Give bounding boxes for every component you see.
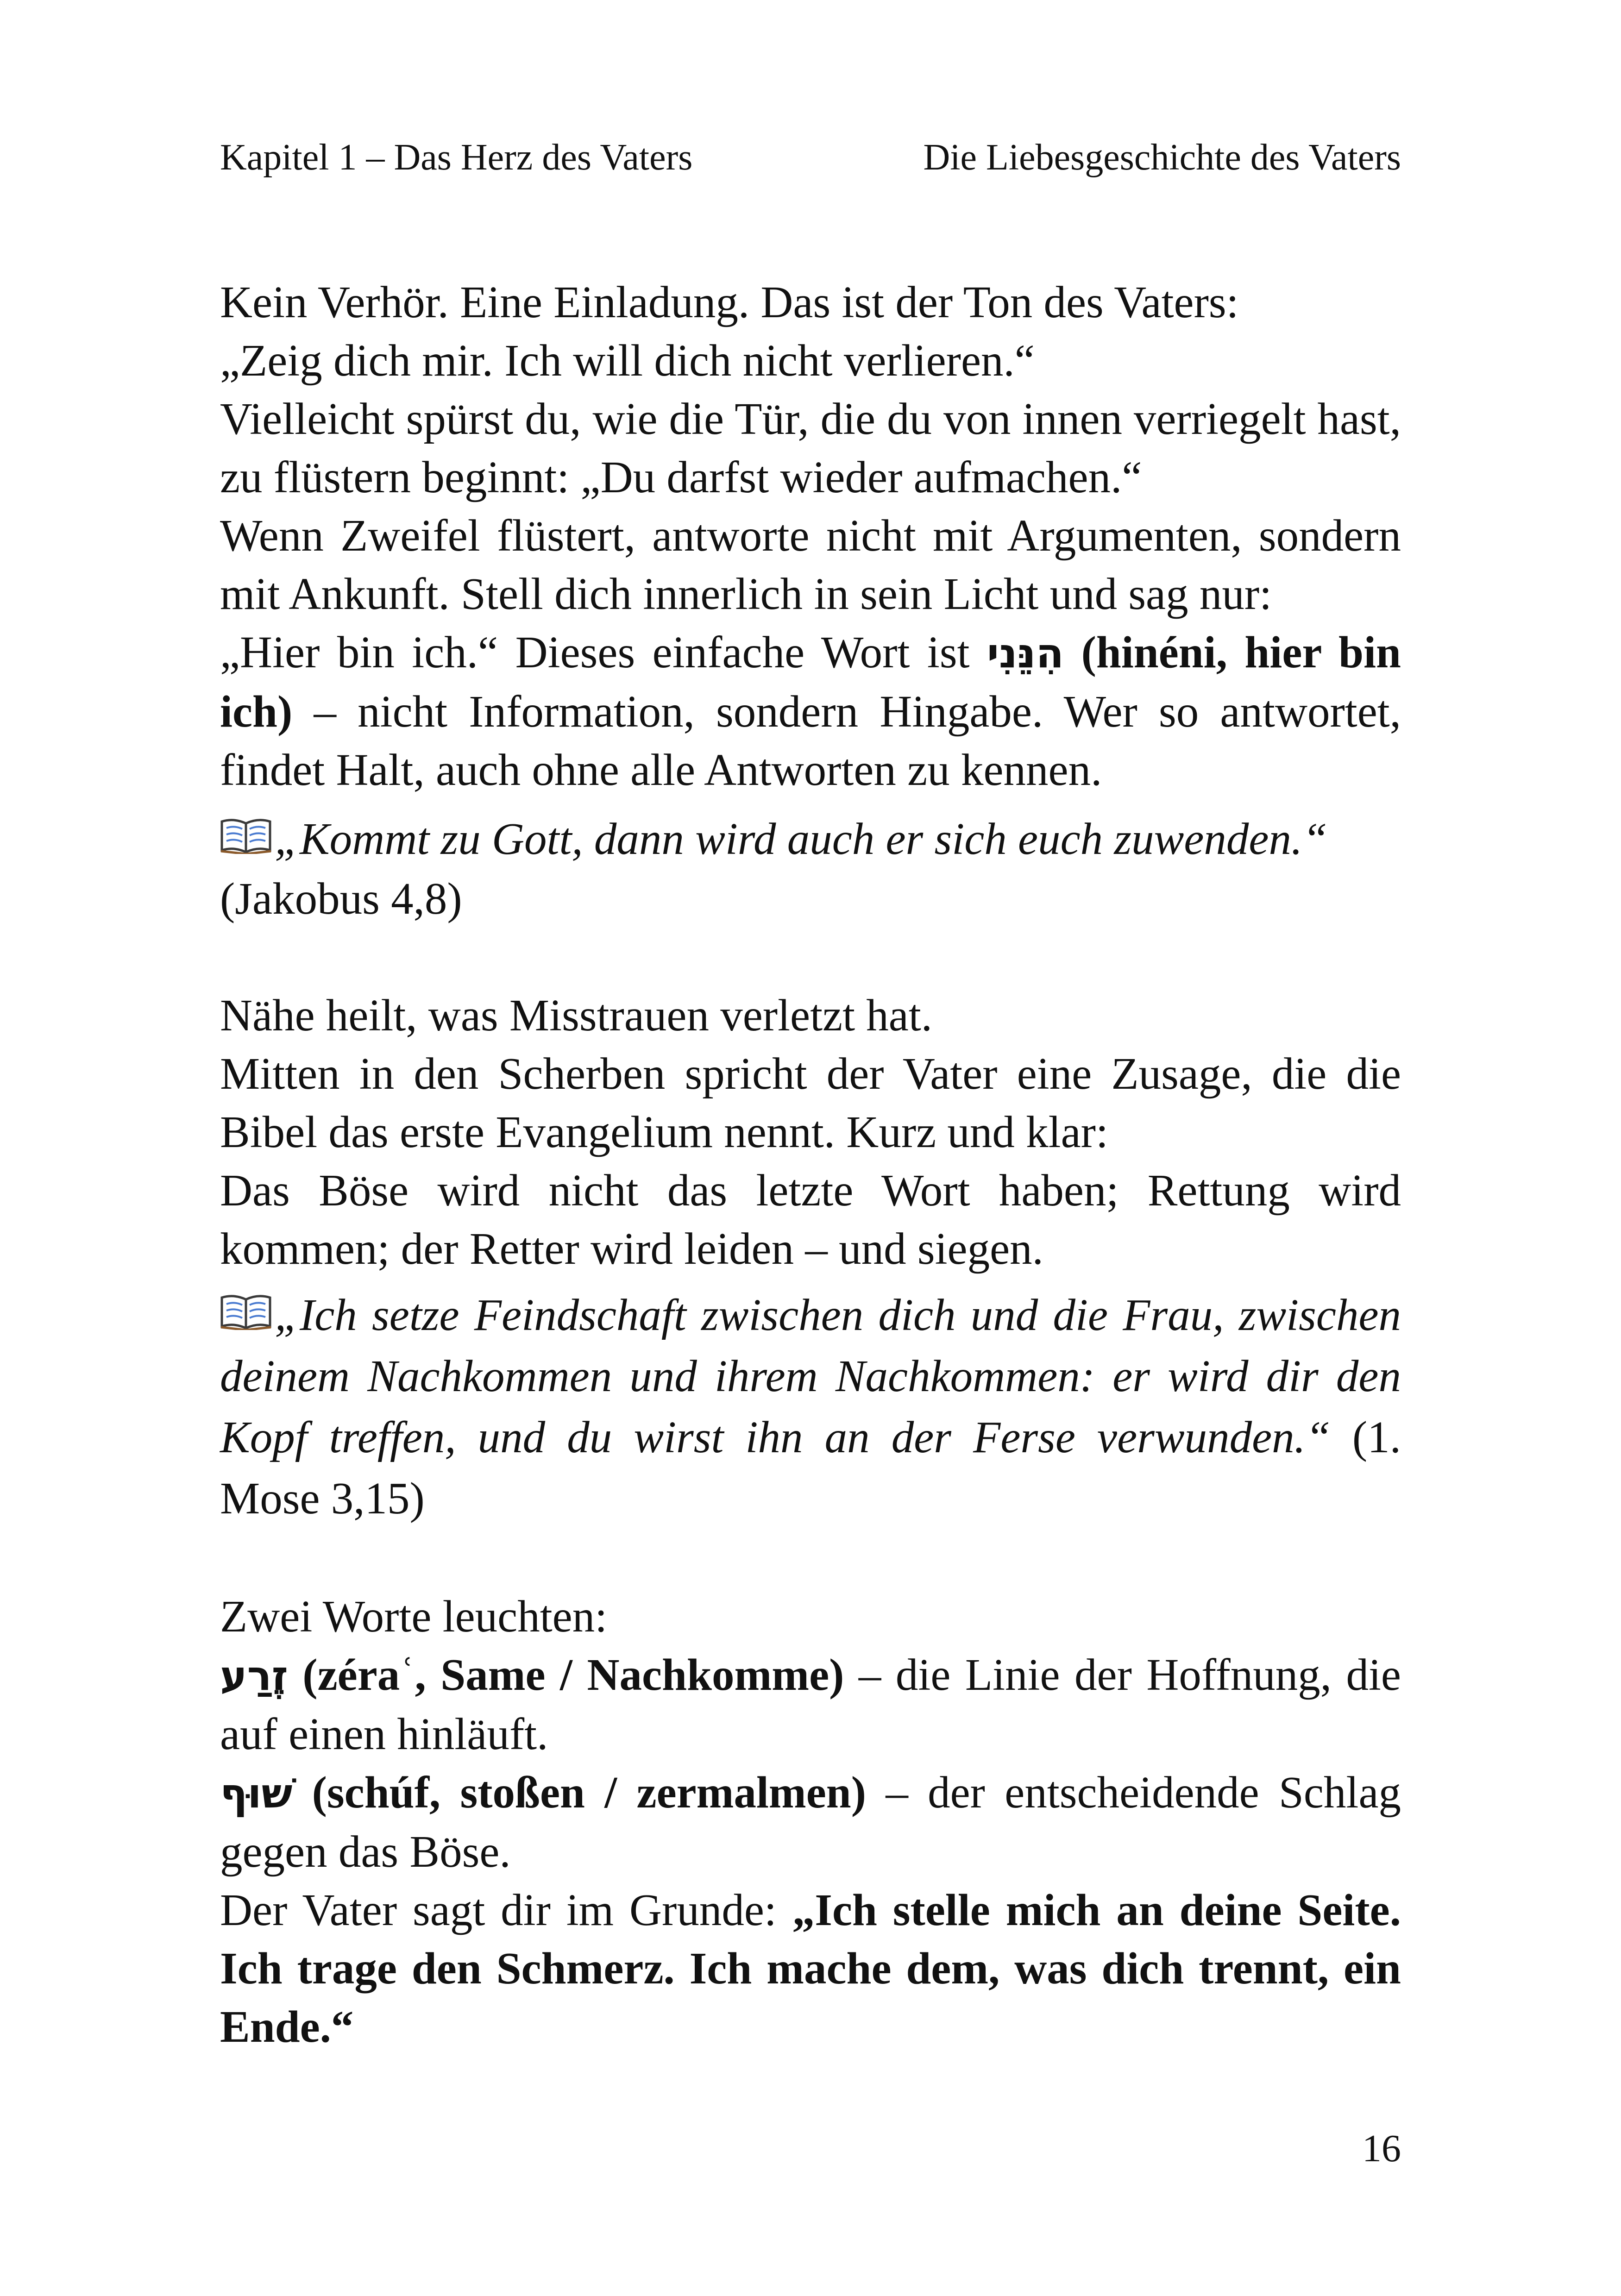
definition-text: – die Linie der Hoffnung, die auf einen hinläuft.	[220, 1650, 1401, 1759]
page-body	[220, 273, 1401, 2056]
running-header	[220, 132, 1401, 183]
open-book-icon	[220, 818, 272, 854]
closing-paragraph	[220, 1881, 1401, 2056]
paragraph-line: Nähe heilt, was Misstrauen verletzt hat.	[220, 991, 933, 1040]
scripture-quote	[220, 1285, 1401, 1529]
paragraph-hineni	[220, 623, 1401, 799]
paragraph-gap	[220, 928, 1401, 986]
paragraph-text: Der Vater sagt dir im Grunde:	[220, 1885, 792, 1935]
paragraph-text: „Hier bin ich.“ Dieses einfache Wort ist	[220, 627, 987, 677]
hebrew-word-hineni: הִנֵּנִי	[987, 629, 1064, 677]
bold-gloss: (zéraʿ, Same / Nachkomme)	[288, 1650, 844, 1700]
paragraph: Mitten in den Scherben spricht der Vater eine Zusage, die die Bibel das erste Evangelium nennt. Kurz und klar:	[220, 1049, 1401, 1157]
paragraph: Das Böse wird nicht das letzte Wort haben; Rettung wird kommen; der Retter wird leiden – und siegen.	[220, 1166, 1401, 1273]
paragraph-line: „Zeig dich mir. Ich will dich nicht verlieren.“	[220, 336, 1035, 385]
header-book-title: Die Liebesgeschichte des Vaters	[923, 137, 1401, 178]
word-definition-schuf	[220, 1763, 1401, 1881]
quote-reference: (1. Mose 3,15)	[220, 1412, 1401, 1523]
page-number: 16	[1362, 2127, 1401, 2170]
paragraph-line: Kein Verhör. Eine Einladung. Das ist der Ton des Vaters:	[220, 277, 1239, 327]
header-chapter-title: Kapitel 1 – Das Herz des Vaters	[220, 137, 693, 178]
paragraph-line: Zwei Worte leuchten:	[220, 1592, 608, 1641]
bold-gloss: (hinéni, hier bin ich)	[220, 627, 1401, 736]
quote-text: „Kommt zu Gott, dann wird auch er sich euch zuwenden.“	[275, 814, 1328, 864]
hebrew-word-schuf: שׁוּף	[220, 1769, 293, 1817]
bold-promise: „Ich stelle mich an deine Seite. Ich trage den Schmerz. Ich mache dem, was dich trennt, ein Ende.“	[220, 1885, 1401, 2051]
paragraph-gap	[220, 1529, 1401, 1587]
scripture-quote	[220, 809, 1401, 870]
hebrew-word-zera: זֶרַע	[220, 1652, 288, 1700]
quote-reference: (Jakobus 4,8)	[220, 874, 462, 923]
paragraph: Wenn Zweifel flüstert, antworte nicht mit Argumenten, sondern mit Ankunft. Stell dich innerlich in sein Licht und sag nur:	[220, 511, 1401, 619]
paragraph-text: – nicht Information, sondern Hingabe. Wer so antwortet, findet Halt, auch ohne alle Antworten zu kennen.	[220, 687, 1401, 795]
open-book-icon	[220, 1294, 272, 1330]
quote-text: „Ich setze Feindschaft zwischen dich und die Frau, zwischen deinem Nachkommen und ihrem Nachkommen: er wird dir den Kopf treffen, und du wirst ihn an der Ferse verwunden.“	[220, 1290, 1401, 1462]
word-definition-zera	[220, 1646, 1401, 1763]
definition-text: – der entscheidende Schlag gegen das Böse.	[220, 1768, 1401, 1876]
bold-gloss: (schúf, stoßen / zermalmen)	[292, 1768, 867, 1817]
paragraph: Vielleicht spürst du, wie die Tür, die du von innen verriegelt hast, zu flüstern beginnt: „Du darfst wieder aufmachen.“	[220, 394, 1401, 502]
